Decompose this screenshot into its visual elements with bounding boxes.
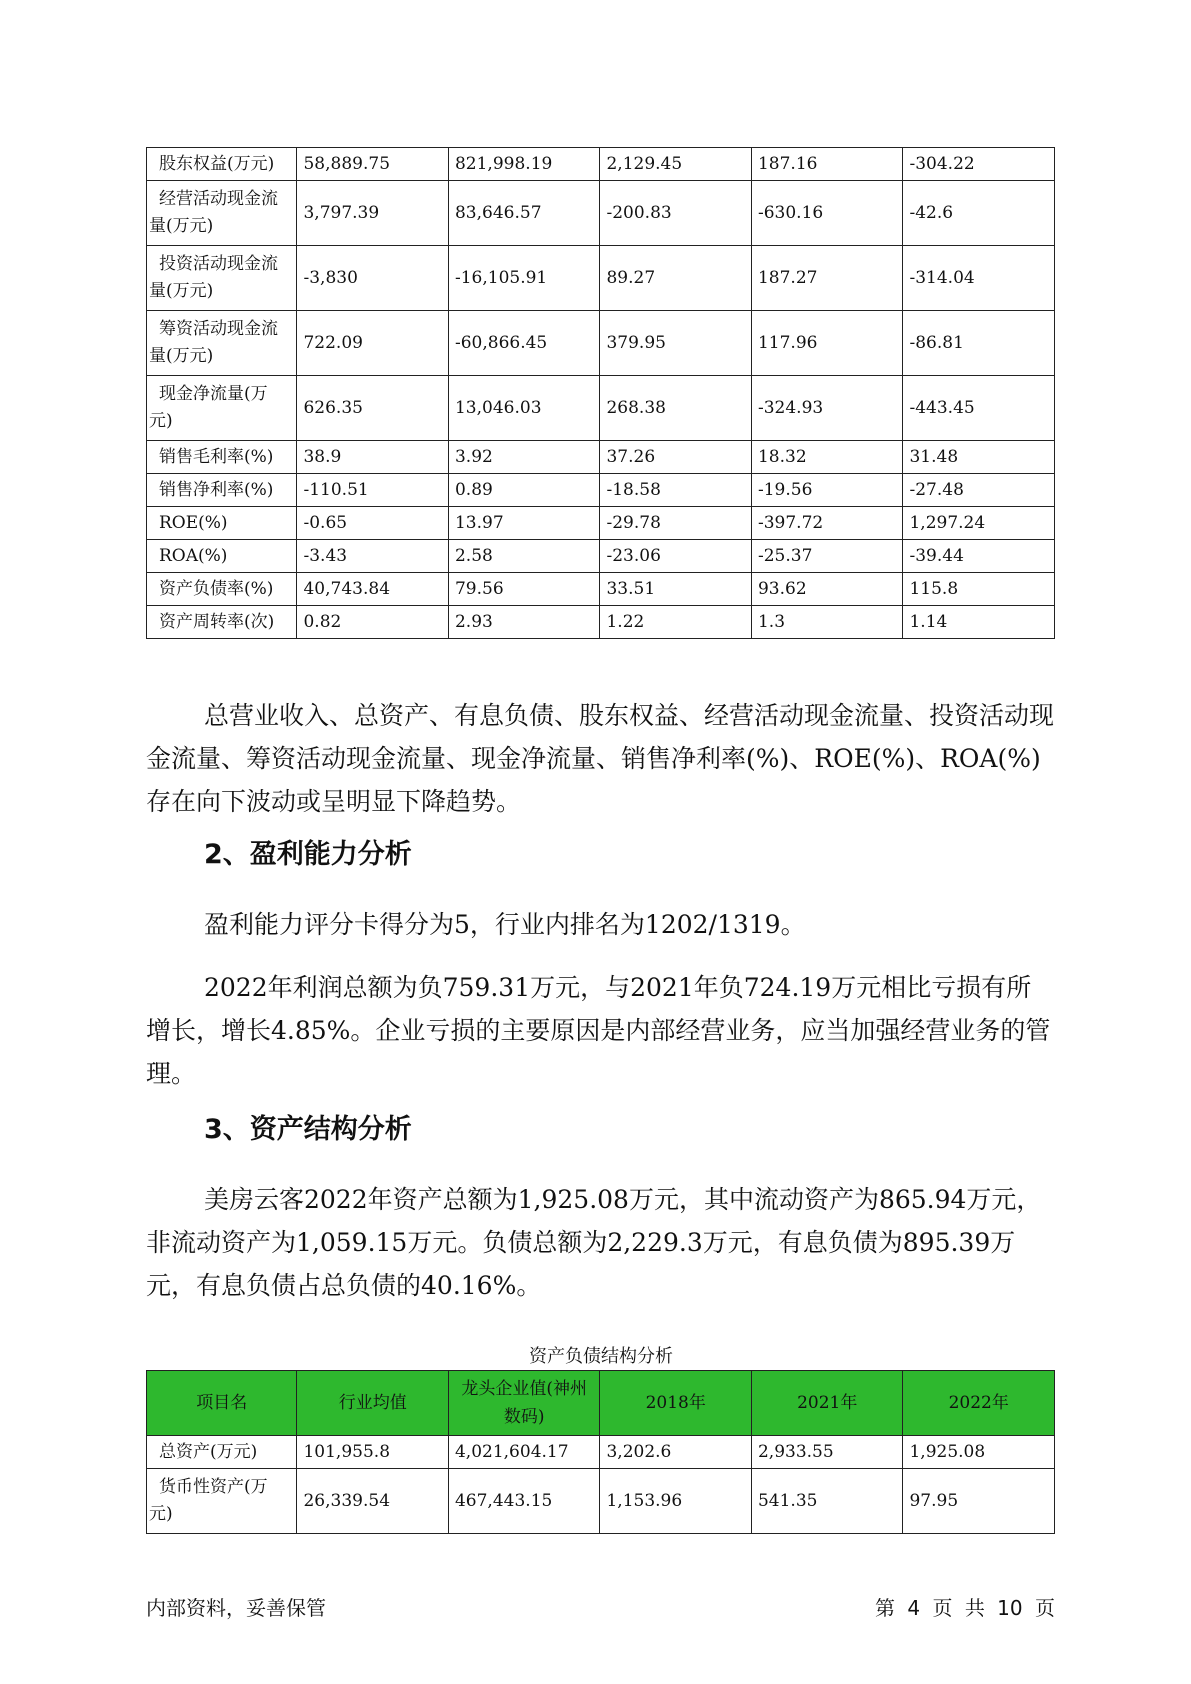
row-label: 总资产(万元) (147, 1436, 297, 1469)
table-cell: -19.56 (751, 474, 903, 507)
table-header-row (147, 1371, 1055, 1436)
table-cell: 83,646.57 (448, 181, 600, 246)
row-label: 资产周转率(次) (147, 606, 297, 639)
table-row (147, 311, 1055, 376)
table-cell: 722.09 (297, 311, 449, 376)
table-cell: -39.44 (903, 540, 1055, 573)
table-cell: 1,297.24 (903, 507, 1055, 540)
table-cell: 2,933.55 (751, 1436, 903, 1469)
column-header: 2021年 (751, 1371, 903, 1436)
table-cell: -200.83 (600, 181, 752, 246)
table-cell: 4,021,604.17 (448, 1436, 600, 1469)
table-row (147, 540, 1055, 573)
table-cell: 13,046.03 (448, 376, 600, 441)
table-cell: -110.51 (297, 474, 449, 507)
column-header: 行业均值 (297, 1371, 449, 1436)
table-cell: 379.95 (600, 311, 752, 376)
table-cell: 40,743.84 (297, 573, 449, 606)
table-cell: -443.45 (903, 376, 1055, 441)
table-cell: 187.16 (751, 148, 903, 181)
row-label: 经营活动现金流量(万元) (147, 181, 297, 246)
row-label: 投资活动现金流量(万元) (147, 246, 297, 311)
table-cell: 0.82 (297, 606, 449, 639)
table-cell: -27.48 (903, 474, 1055, 507)
table-row (147, 507, 1055, 540)
table-cell: -0.65 (297, 507, 449, 540)
table-cell: 0.89 (448, 474, 600, 507)
table-cell: -86.81 (903, 311, 1055, 376)
financial-metrics-table (146, 147, 1055, 639)
table-row (147, 148, 1055, 181)
table-cell: 38.9 (297, 441, 449, 474)
table-cell: 2.58 (448, 540, 600, 573)
table-cell: -60,866.45 (448, 311, 600, 376)
trend-paragraph: 总营业收入、总资产、有息负债、股东权益、经营活动现金流量、投资活动现金流量、筹资活动现金流量、现金净流量、销售净利率(%)、ROE(%)、ROA(%)存在向下波动或呈明显下降趋势。 (146, 701, 1055, 816)
table-cell: -23.06 (600, 540, 752, 573)
table-cell: -304.22 (903, 148, 1055, 181)
table-cell: 2.93 (448, 606, 600, 639)
table-caption: 资产负债结构分析 (529, 1346, 673, 1367)
table-cell: 3.92 (448, 441, 600, 474)
table-cell: 58,889.75 (297, 148, 449, 181)
table-cell: 3,797.39 (297, 181, 449, 246)
table-cell: 821,998.19 (448, 148, 600, 181)
table-cell: -42.6 (903, 181, 1055, 246)
score-paragraph: 盈利能力评分卡得分为5，行业内排名为1202/1319。 (204, 910, 806, 939)
table-row (147, 181, 1055, 246)
table-cell: -397.72 (751, 507, 903, 540)
table-row (147, 474, 1055, 507)
row-label: 现金净流量(万元) (147, 376, 297, 441)
column-header: 项目名 (147, 1371, 297, 1436)
table-cell: 33.51 (600, 573, 752, 606)
table-cell: 117.96 (751, 311, 903, 376)
table-cell: 3,202.6 (600, 1436, 752, 1469)
table-row (147, 1436, 1055, 1469)
row-label: 筹资活动现金流量(万元) (147, 311, 297, 376)
table-cell: 31.48 (903, 441, 1055, 474)
table-cell: -324.93 (751, 376, 903, 441)
section-heading-asset-structure: 3、资产结构分析 (204, 1114, 412, 1145)
section-heading-profitability: 2、盈利能力分析 (204, 839, 412, 870)
table-cell: 1,925.08 (903, 1436, 1055, 1469)
table-cell: 626.35 (297, 376, 449, 441)
footer-page-number: 第 4 页 共 10 页 (875, 1596, 1055, 1620)
table-cell: 1.22 (600, 606, 752, 639)
table-cell: -29.78 (600, 507, 752, 540)
table-row (147, 606, 1055, 639)
row-label: ROE(%) (147, 507, 297, 540)
row-label: 资产负债率(%) (147, 573, 297, 606)
table-cell: -630.16 (751, 181, 903, 246)
assets-paragraph: 美房云客2022年资产总额为1,925.08万元，其中流动资产为865.94万元，非流动资产为1,059.15万元。负债总额为2,229.3万元，有息负债为895.39万元，有息负债占总负债的40.16%。 (146, 1185, 1042, 1300)
table-cell: 541.35 (751, 1469, 903, 1534)
table-row (147, 441, 1055, 474)
table-cell: 115.8 (903, 573, 1055, 606)
table-cell: -3.43 (297, 540, 449, 573)
profit-paragraph: 2022年利润总额为负759.31万元，与2021年负724.19万元相比亏损有所增长，增长4.85%。企业亏损的主要原因是内部经营业务，应当加强经营业务的管理。 (146, 973, 1051, 1088)
table-row (147, 246, 1055, 311)
column-header: 2018年 (600, 1371, 752, 1436)
table-cell: 2,129.45 (600, 148, 752, 181)
table-cell: 79.56 (448, 573, 600, 606)
row-label: ROA(%) (147, 540, 297, 573)
row-label: 销售净利率(%) (147, 474, 297, 507)
column-header: 2022年 (903, 1371, 1055, 1436)
table-cell: 89.27 (600, 246, 752, 311)
table-cell: -314.04 (903, 246, 1055, 311)
table-cell: 467,443.15 (448, 1469, 600, 1534)
row-label: 股东权益(万元) (147, 148, 297, 181)
row-label: 货币性资产(万元) (147, 1469, 297, 1534)
table-cell: 1.14 (903, 606, 1055, 639)
table-cell: 18.32 (751, 441, 903, 474)
table-cell: -18.58 (600, 474, 752, 507)
table-cell: -16,105.91 (448, 246, 600, 311)
table-cell: -25.37 (751, 540, 903, 573)
table-cell: 93.62 (751, 573, 903, 606)
table-cell: 187.27 (751, 246, 903, 311)
table-cell: -3,830 (297, 246, 449, 311)
table-cell: 13.97 (448, 507, 600, 540)
table-row (147, 376, 1055, 441)
table-cell: 26,339.54 (297, 1469, 449, 1534)
table-row (147, 1469, 1055, 1534)
table-cell: 101,955.8 (297, 1436, 449, 1469)
asset-liability-structure-table (146, 1370, 1055, 1534)
column-header: 龙头企业值(神州数码) (448, 1371, 600, 1436)
table-cell: 1,153.96 (600, 1469, 752, 1534)
table-cell: 1.3 (751, 606, 903, 639)
table-cell: 37.26 (600, 441, 752, 474)
table-cell: 268.38 (600, 376, 752, 441)
footer-confidential-note: 内部资料，妥善保管 (146, 1596, 326, 1620)
table-cell: 97.95 (903, 1469, 1055, 1534)
table-row (147, 573, 1055, 606)
row-label: 销售毛利率(%) (147, 441, 297, 474)
